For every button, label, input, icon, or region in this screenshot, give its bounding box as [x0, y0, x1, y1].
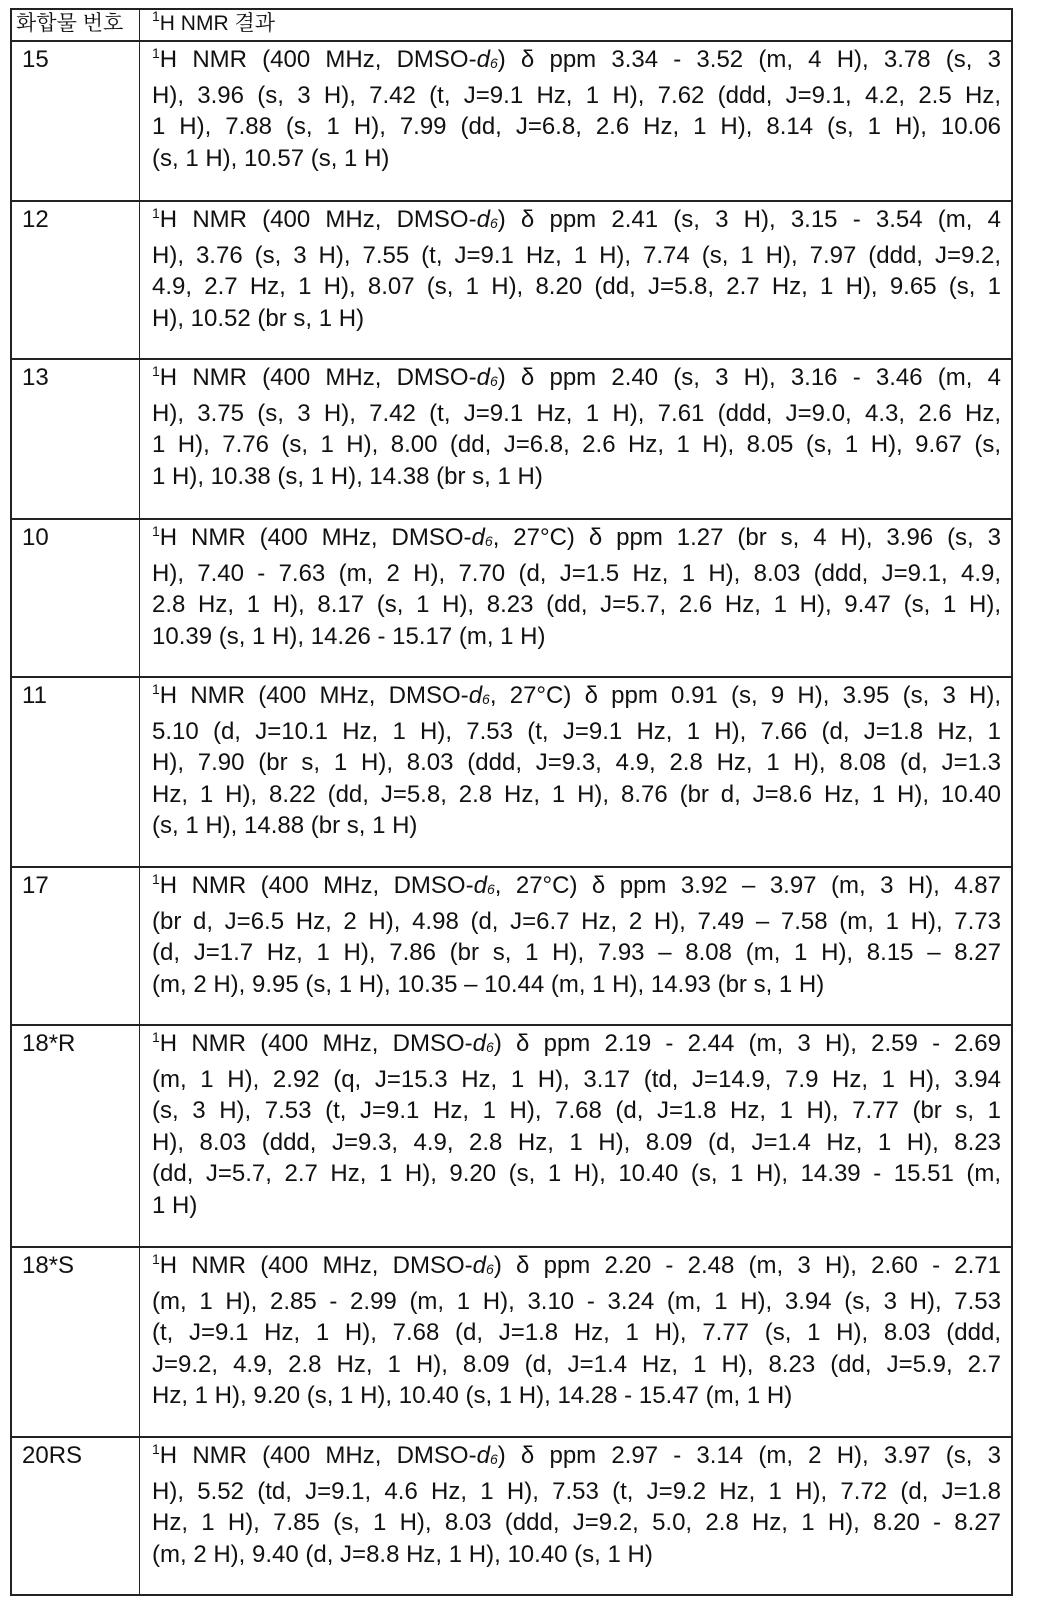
- nmr-line: H), 7.40 - 7.63 (m, 2 H), 7.70 (d, J=1.5 Hz, 1 H), 8.03 (ddd, J=9.1, 4.9,: [152, 558, 1001, 590]
- nmr-prefix: H NMR (400 MHz, DMSO-: [160, 206, 477, 233]
- nmr-line: 1 H), 10.38 (s, 1 H), 14.38 (br s, 1 H): [152, 461, 1001, 493]
- nmr-line: H), 10.52 (br s, 1 H): [152, 303, 1001, 335]
- nmr-results-table: [10, 8, 1013, 1596]
- solvent-d: d: [474, 872, 487, 899]
- nmr-line: 10.39 (s, 1 H), 14.26 - 15.17 (m, 1 H): [152, 621, 1001, 653]
- solvent-deuterium: [473, 1030, 494, 1057]
- table-header-row: [12, 10, 1011, 40]
- nmr-line: (t, J=9.1 Hz, 1 H), 7.68 (d, J=1.8 Hz, 1 H), 7.77 (s, 1 H), 8.03 (ddd,: [152, 1317, 1001, 1349]
- solvent-d: d: [473, 1252, 486, 1279]
- nmr-result: [140, 868, 1011, 1024]
- nmr-line: H), 7.90 (br s, 1 H), 8.03 (ddd, J=9.3, 4.9, 2.8 Hz, 1 H), 8.08 (d, J=1.3: [152, 747, 1001, 779]
- nmr-result: [140, 202, 1011, 358]
- compound-number: 20RS: [12, 1438, 140, 1594]
- nmr-result: [140, 42, 1011, 200]
- nmr-result: [140, 1248, 1011, 1436]
- nmr-text: δ ppm 2.20 - 2.48 (m, 3 H), 2.60 - 2.71: [502, 1252, 1001, 1279]
- solvent-subscript: 6: [485, 533, 493, 549]
- nmr-conditions: ): [498, 206, 506, 233]
- solvent-subscript: 6: [490, 1451, 498, 1467]
- solvent-deuterium: [477, 206, 498, 233]
- nmr-line: [152, 362, 1001, 398]
- solvent-deuterium: [473, 1252, 494, 1279]
- table-row: [12, 866, 1011, 1024]
- nmr-result: [140, 1438, 1011, 1594]
- table-row: [12, 1024, 1011, 1246]
- nmr-line: 2.8 Hz, 1 H), 8.17 (s, 1 H), 8.23 (dd, J=5.7, 2.6 Hz, 1 H), 9.47 (s, 1 H),: [152, 589, 1001, 621]
- header-compound-number: 화합물 번호: [12, 10, 140, 40]
- solvent-deuterium: [474, 872, 495, 899]
- superscript-one: 1: [152, 1441, 160, 1457]
- nmr-conditions: , 27°C): [490, 682, 572, 709]
- nmr-line: (m, 1 H), 2.92 (q, J=15.3 Hz, 1 H), 3.17 (td, J=14.9, 7.9 Hz, 1 H), 3.94: [152, 1064, 1001, 1096]
- nmr-conditions: , 27°C): [493, 524, 575, 551]
- nmr-text: δ ppm 3.92 – 3.97 (m, 3 H), 4.87: [577, 872, 1001, 899]
- nmr-line: [152, 1028, 1001, 1064]
- table-row: [12, 1436, 1011, 1594]
- header-nmr-label: H NMR 결과: [160, 12, 275, 35]
- compound-number: 18*R: [12, 1026, 140, 1246]
- nmr-line: H), 5.52 (td, J=9.1, 4.6 Hz, 1 H), 7.53 (t, J=9.2 Hz, 1 H), 7.72 (d, J=1.8: [152, 1476, 1001, 1508]
- nmr-prefix: H NMR (400 MHz, DMSO-: [160, 872, 474, 899]
- nmr-line: [152, 1440, 1001, 1476]
- nmr-line: (s, 1 H), 10.57 (s, 1 H): [152, 143, 1001, 175]
- solvent-subscript: 6: [486, 1261, 494, 1277]
- table-row: [12, 676, 1011, 866]
- nmr-prefix: H NMR (400 MHz, DMSO-: [160, 364, 477, 391]
- table-row: [12, 358, 1011, 518]
- nmr-text: δ ppm 2.19 - 2.44 (m, 3 H), 2.59 - 2.69: [502, 1030, 1001, 1057]
- nmr-conditions: ): [498, 46, 506, 73]
- nmr-line: (br d, J=6.5 Hz, 2 H), 4.98 (d, J=6.7 Hz, 2 H), 7.49 – 7.58 (m, 1 H), 7.73: [152, 906, 1001, 938]
- table-row: [12, 518, 1011, 676]
- compound-number: 17: [12, 868, 140, 1024]
- nmr-text: δ ppm 2.41 (s, 3 H), 3.15 - 3.54 (m, 4: [506, 206, 1001, 233]
- nmr-text: δ ppm 0.91 (s, 9 H), 3.95 (s, 3 H),: [571, 682, 1001, 709]
- superscript-one: 1: [152, 1251, 160, 1267]
- nmr-prefix: H NMR (400 MHz, DMSO-: [160, 1442, 477, 1469]
- solvent-subscript: 6: [490, 373, 498, 389]
- table-row: [12, 1246, 1011, 1436]
- solvent-deuterium: [477, 1442, 498, 1469]
- nmr-prefix: H NMR (400 MHz, DMSO-: [160, 524, 472, 551]
- superscript-one: 1: [152, 1029, 160, 1045]
- nmr-line: (m, 2 H), 9.95 (s, 1 H), 10.35 – 10.44 (m, 1 H), 14.93 (br s, 1 H): [152, 969, 1001, 1001]
- nmr-line: (d, J=1.7 Hz, 1 H), 7.86 (br s, 1 H), 7.93 – 8.08 (m, 1 H), 8.15 – 8.27: [152, 937, 1001, 969]
- solvent-deuterium: [472, 524, 493, 551]
- compound-number: 18*S: [12, 1248, 140, 1436]
- nmr-line: [152, 870, 1001, 906]
- nmr-result: [140, 1026, 1011, 1246]
- nmr-line: H), 3.75 (s, 3 H), 7.42 (t, J=9.1 Hz, 1 H), 7.61 (ddd, J=9.0, 4.3, 2.6 Hz,: [152, 398, 1001, 430]
- nmr-line: Hz, 1 H), 8.22 (dd, J=5.8, 2.8 Hz, 1 H), 8.76 (br d, J=8.6 Hz, 1 H), 10.40: [152, 779, 1001, 811]
- solvent-d: d: [469, 682, 482, 709]
- nmr-line: H), 3.96 (s, 3 H), 7.42 (t, J=9.1 Hz, 1 H), 7.62 (ddd, J=9.1, 4.2, 2.5 Hz,: [152, 80, 1001, 112]
- nmr-line: [152, 680, 1001, 716]
- table-row: [12, 40, 1011, 200]
- solvent-deuterium: [477, 364, 498, 391]
- nmr-conditions: , 27°C): [495, 872, 578, 899]
- nmr-text: δ ppm 3.34 - 3.52 (m, 4 H), 3.78 (s, 3: [506, 46, 1001, 73]
- nmr-line: Hz, 1 H), 7.85 (s, 1 H), 8.03 (ddd, J=9.2, 5.0, 2.8 Hz, 1 H), 8.20 - 8.27: [152, 1507, 1001, 1539]
- superscript-one: 1: [152, 523, 160, 539]
- nmr-text: δ ppm 1.27 (br s, 4 H), 3.96 (s, 3: [575, 524, 1001, 551]
- nmr-conditions: ): [498, 364, 506, 391]
- nmr-line: (m, 2 H), 9.40 (d, J=8.8 Hz, 1 H), 10.40 (s, 1 H): [152, 1539, 1001, 1571]
- nmr-line: Hz, 1 H), 9.20 (s, 1 H), 10.40 (s, 1 H), 14.28 - 15.47 (m, 1 H): [152, 1380, 1001, 1412]
- nmr-conditions: ): [498, 1442, 506, 1469]
- solvent-subscript: 6: [486, 1039, 494, 1055]
- nmr-prefix: H NMR (400 MHz, DMSO-: [160, 1252, 473, 1279]
- nmr-result: [140, 678, 1011, 866]
- nmr-result: [140, 360, 1011, 518]
- nmr-line: (s, 1 H), 14.88 (br s, 1 H): [152, 810, 1001, 842]
- solvent-d: d: [477, 206, 490, 233]
- nmr-text: δ ppm 2.97 - 3.14 (m, 2 H), 3.97 (s, 3: [506, 1442, 1001, 1469]
- nmr-line: [152, 1250, 1001, 1286]
- nmr-line: 1 H), 7.88 (s, 1 H), 7.99 (dd, J=6.8, 2.6 Hz, 1 H), 8.14 (s, 1 H), 10.06: [152, 111, 1001, 143]
- nmr-line: [152, 522, 1001, 558]
- nmr-conditions: ): [494, 1252, 502, 1279]
- nmr-line: [152, 44, 1001, 80]
- compound-number: 11: [12, 678, 140, 866]
- compound-number: 12: [12, 202, 140, 358]
- solvent-d: d: [472, 524, 485, 551]
- nmr-line: 4.9, 2.7 Hz, 1 H), 8.07 (s, 1 H), 8.20 (dd, J=5.8, 2.7 Hz, 1 H), 9.65 (s, 1: [152, 271, 1001, 303]
- compound-number: 13: [12, 360, 140, 518]
- nmr-line: [152, 204, 1001, 240]
- nmr-line: J=9.2, 4.9, 2.8 Hz, 1 H), 8.09 (d, J=1.4 Hz, 1 H), 8.23 (dd, J=5.9, 2.7: [152, 1349, 1001, 1381]
- header-nmr-result: [140, 10, 1011, 40]
- nmr-prefix: H NMR (400 MHz, DMSO-: [160, 46, 477, 73]
- nmr-line: H), 3.76 (s, 3 H), 7.55 (t, J=9.1 Hz, 1 H), 7.74 (s, 1 H), 7.97 (ddd, J=9.2,: [152, 240, 1001, 272]
- nmr-prefix: H NMR (400 MHz, DMSO-: [160, 682, 469, 709]
- table-row: [12, 200, 1011, 358]
- solvent-subscript: 6: [490, 55, 498, 71]
- compound-number: 10: [12, 520, 140, 676]
- nmr-line: (dd, J=5.7, 2.7 Hz, 1 H), 9.20 (s, 1 H), 10.40 (s, 1 H), 14.39 - 15.51 (m,: [152, 1158, 1001, 1190]
- nmr-line: 1 H): [152, 1190, 1001, 1222]
- nmr-line: H), 8.03 (ddd, J=9.3, 4.9, 2.8 Hz, 1 H), 8.09 (d, J=1.4 Hz, 1 H), 8.23: [152, 1127, 1001, 1159]
- solvent-d: d: [477, 46, 490, 73]
- solvent-d: d: [473, 1030, 486, 1057]
- superscript-one: 1: [152, 205, 160, 221]
- solvent-subscript: 6: [487, 881, 495, 897]
- nmr-line: 1 H), 7.76 (s, 1 H), 8.00 (dd, J=6.8, 2.6 Hz, 1 H), 8.05 (s, 1 H), 9.67 (s,: [152, 429, 1001, 461]
- nmr-line: (s, 3 H), 7.53 (t, J=9.1 Hz, 1 H), 7.68 (d, J=1.8 Hz, 1 H), 7.77 (br s, 1: [152, 1095, 1001, 1127]
- header-superscript: 1: [152, 8, 160, 24]
- nmr-line: 5.10 (d, J=10.1 Hz, 1 H), 7.53 (t, J=9.1 Hz, 1 H), 7.66 (d, J=1.8 Hz, 1: [152, 716, 1001, 748]
- solvent-subscript: 6: [482, 691, 490, 707]
- solvent-deuterium: [469, 682, 490, 709]
- solvent-d: d: [477, 1442, 490, 1469]
- superscript-one: 1: [152, 363, 160, 379]
- nmr-line: (m, 1 H), 2.85 - 2.99 (m, 1 H), 3.10 - 3.24 (m, 1 H), 3.94 (s, 3 H), 7.53: [152, 1286, 1001, 1318]
- superscript-one: 1: [152, 681, 160, 697]
- nmr-conditions: ): [494, 1030, 502, 1057]
- nmr-prefix: H NMR (400 MHz, DMSO-: [160, 1030, 473, 1057]
- solvent-d: d: [477, 364, 490, 391]
- nmr-result: [140, 520, 1011, 676]
- compound-number: 15: [12, 42, 140, 200]
- solvent-deuterium: [477, 46, 498, 73]
- solvent-subscript: 6: [490, 215, 498, 231]
- nmr-text: δ ppm 2.40 (s, 3 H), 3.16 - 3.46 (m, 4: [506, 364, 1001, 391]
- superscript-one: 1: [152, 45, 160, 61]
- superscript-one: 1: [152, 871, 160, 887]
